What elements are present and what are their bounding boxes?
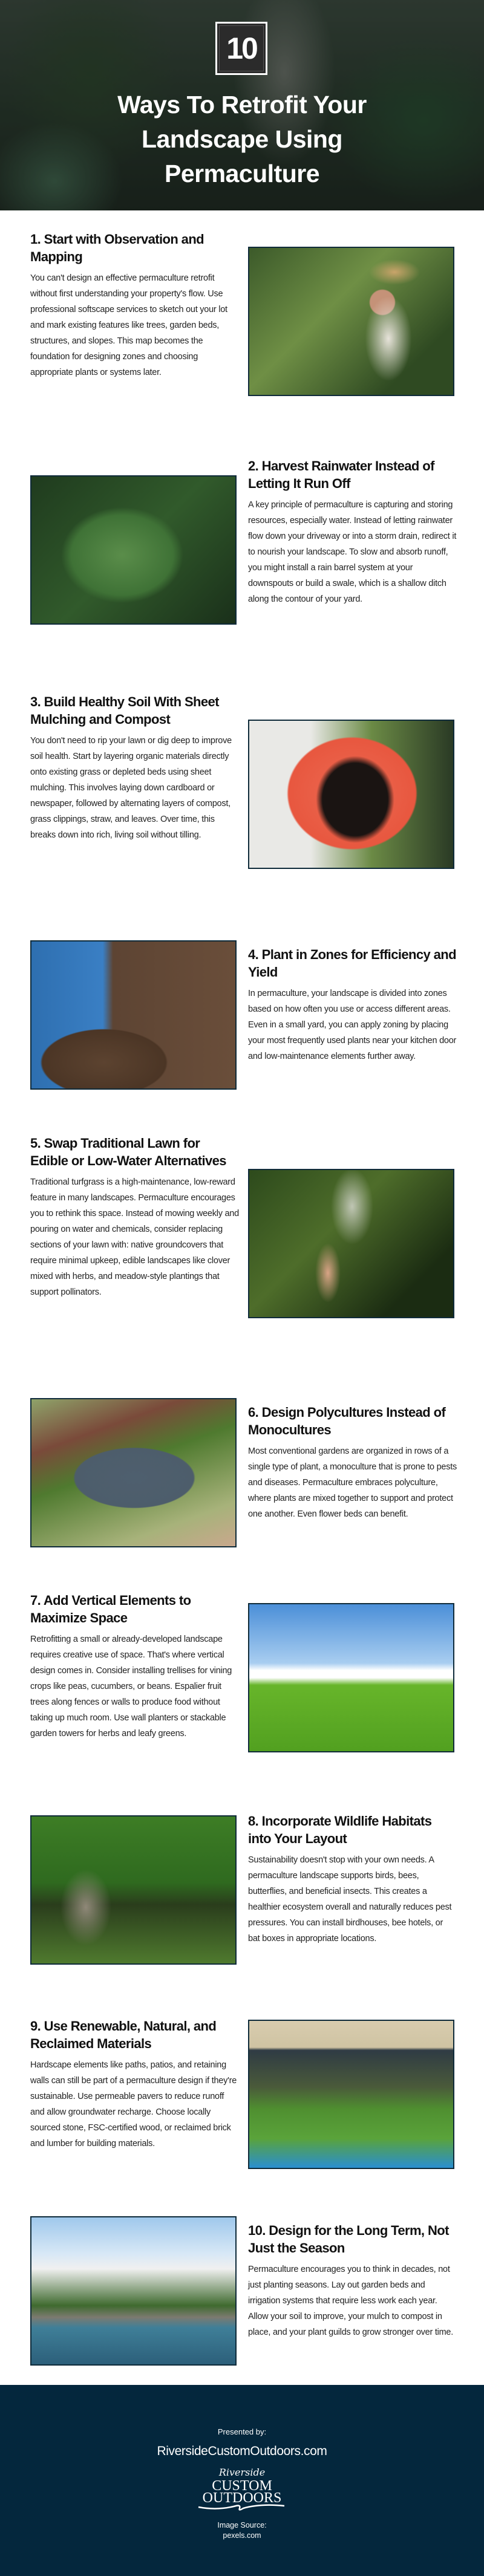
section-body: Traditional turfgrass is a high-maintenance, low-reward feature in many landscapes. Permaculture encourages you to rethink this space. Instead of mowing weekly and pouring on water and chemicals, consider replacing sections of your lawn with: native groundcovers that require minimal upkeep, edible landscapes like clover mixed with herbs, and meadow-style plantings that support pollinators.	[30, 1177, 239, 1297]
page-title	[0, 88, 484, 191]
image-source-value: pexels.com	[223, 2531, 261, 2540]
image-source	[0, 2520, 484, 2541]
section-body: A key principle of permaculture is capturing and storing resources, especially water. Instead of letting rainwater flow down your driveway or into a storm drain, redirect it to nourish your landscape. To slow and absorb runoff, you might install a rain barrel system at your downspouts or build a swale, which is a shallow ditch along the contour of your yard.	[248, 500, 457, 604]
section-5	[30, 1134, 239, 1300]
section-10	[248, 2222, 457, 2340]
section-8	[248, 1812, 457, 1947]
section-title: 4. Plant in Zones for Efficiency and Yield	[248, 947, 456, 980]
title-line: Permaculture	[164, 160, 320, 187]
section-title: 1. Start with Observation and Mapping	[30, 232, 204, 264]
section-7	[30, 1592, 239, 1742]
section-title: 8. Incorporate Wildlife Habitats into Your Layout	[248, 1813, 432, 1846]
section-title: 2. Harvest Rainwater Instead of Letting It Run Off	[248, 458, 434, 491]
section-body: In permaculture, your landscape is divided into zones based on how often you use or access different areas. Even in a small yard, you can apply zoning by placing your most frequently used plants near your kitchen door and low-maintenance elements further away.	[248, 989, 457, 1061]
leaf-raindrops-photo	[30, 475, 237, 625]
section-3	[30, 693, 239, 843]
section-title: 7. Add Vertical Elements to Maximize Space	[30, 1593, 191, 1625]
gloved-hands-soil-photo	[248, 720, 454, 869]
section-body: Permaculture encourages you to think in decades, not just planting seasons. Lay out garden beds and irrigation systems that require less work each year. Allow your soil to improve, your mulch to compost in place, and your plant guilds to grow stronger over time.	[248, 2265, 454, 2337]
section-1	[30, 230, 239, 380]
section-4	[248, 946, 457, 1064]
section-title: 6. Design Polycultures Instead of Monocultures	[248, 1405, 446, 1437]
image-source-label: Image Source:	[217, 2521, 267, 2529]
section-6	[248, 1403, 457, 1522]
wheelbarrow-compost-photo	[30, 940, 237, 1090]
section-2	[248, 457, 457, 607]
section-9	[30, 2017, 239, 2152]
section-body: Most conventional gardens are organized in rows of a single type of plant, a monoculture that is prone to pests and diseases. Permaculture embraces polyculture, where plants are mixed together to support and protect one another. Even flower beds can benefit.	[248, 1446, 457, 1519]
section-title: 3. Build Healthy Soil With Sheet Mulching and Compost	[30, 694, 219, 727]
hose-nozzle-photo	[248, 1169, 454, 1318]
company-logo	[194, 2466, 290, 2512]
website-link[interactable]: RiversideCustomOutdoors.com	[157, 2444, 327, 2458]
presented-by-label: Presented by:	[217, 2427, 267, 2436]
section-body: Sustainability doesn't stop with your own needs. A permaculture landscape supports birds, bees, butterflies, and beneficial insects. This creates a healthier ecosystem overall and naturally reduces pest pressures. You can install birdhouses, bee hotels, or bat boxes in appropriate locations.	[248, 1855, 452, 1943]
section-title: 5. Swap Traditional Lawn for Edible or Low-Water Alternatives	[30, 1136, 226, 1168]
svg-text:CUSTOM: CUSTOM	[212, 2478, 272, 2494]
section-title: 9. Use Renewable, Natural, and Reclaimed Materials	[30, 2018, 217, 2051]
title-line: Ways To Retrofit Your	[117, 91, 367, 119]
svg-text:Riverside: Riverside	[218, 2467, 266, 2478]
title-line: Landscape Using	[142, 125, 342, 153]
section-body: Hardscape elements like paths, patios, and retaining walls can still be part of a permaculture design if they're sustainable. Use permeable pavers to reduce runoff and allow groundwater recharge. Choose locally sourced stone, FSC-certified wood, or reclaimed brick and lumber for building materials.	[30, 2060, 237, 2148]
section-title: 10. Design for the Long Term, Not Just the Season	[248, 2223, 449, 2256]
backyard-pool-house-photo	[30, 2216, 237, 2366]
section-body: Retrofitting a small or already-developed landscape requires creative use of space. That's where vertical design comes in. Consider installing trellises for vining crops like peas, cucumbers, or beans. Espalier fruit trees along fences or walls to produce food without taking up much room. Use wall planters or stackable garden towers for herbs and leafy greens.	[30, 1634, 232, 1738]
japanese-garden-lantern-photo	[30, 1815, 237, 1965]
poolside-patio-photo	[248, 2020, 454, 2169]
section-body: You don't need to rip your lawn or dig deep to improve soil health. Start by layering organic materials directly onto existing grass or depleted beds using sheet mulching. This involves laying down cardboard or newspaper, followed by alternating layers of compost, grass clippings, straw, and leaves. Over time, this breaks down into rich, living soil without tilling.	[30, 736, 232, 840]
aerial-pond-photo	[30, 1398, 237, 1547]
number-badge: 10	[215, 22, 267, 75]
section-body: You can't design an effective permaculture retrofit without first understanding your property's flow. Use professional softscape services to sketch out your lot and mark existing features like trees, garden beds, structures, and slopes. This map becomes the foundation for designing zones and choosing appropriate plants or systems later.	[30, 273, 227, 377]
footer	[0, 2385, 484, 2576]
house-lawn-canal-photo	[248, 1603, 454, 1752]
hero-banner	[0, 0, 484, 210]
woman-taking-notes-photo	[248, 247, 454, 396]
svg-text:OUTDOORS: OUTDOORS	[202, 2490, 282, 2506]
